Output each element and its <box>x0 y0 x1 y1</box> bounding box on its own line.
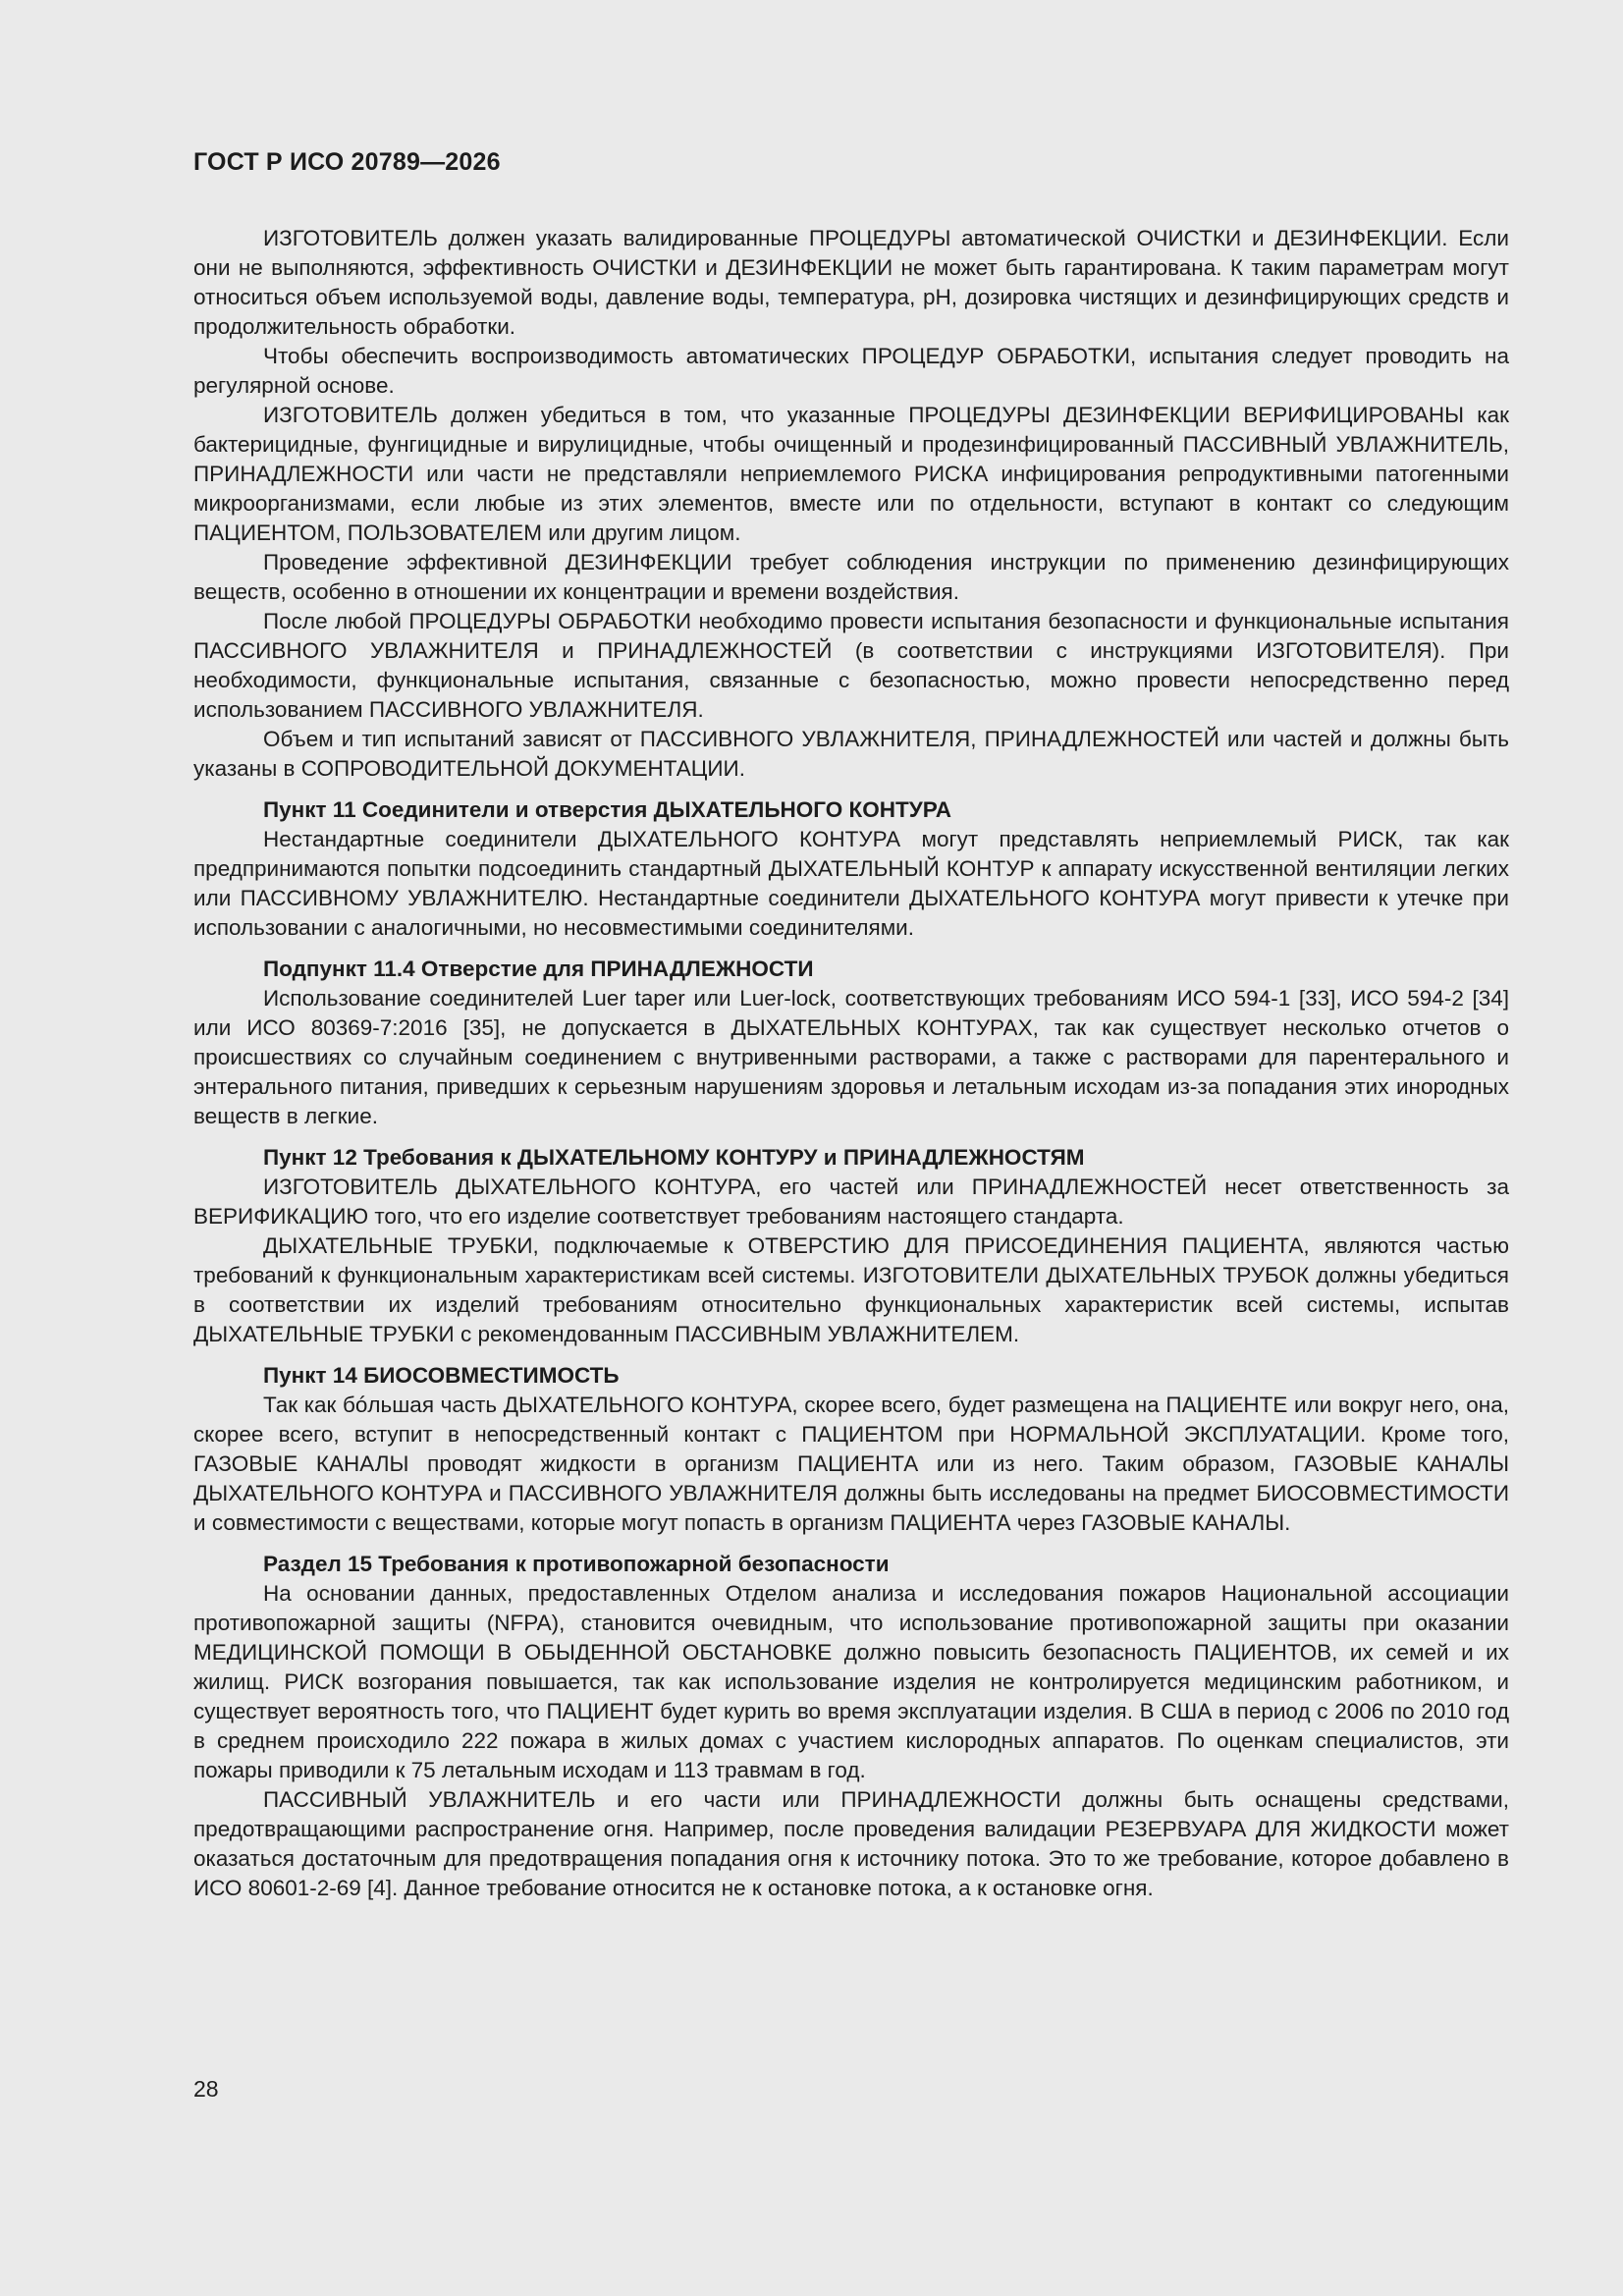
page-number: 28 <box>193 2076 219 2102</box>
section-heading-clause-14: Пункт 14 БИОСОВМЕСТИМОСТЬ <box>263 1363 620 1388</box>
section-heading-clause-12: Пункт 12 Требования к ДЫХАТЕЛЬНОМУ КОНТУРУ и ПРИНАДЛЕЖНОСТЯМ <box>263 1145 1085 1170</box>
section-heading-clause-11: Пункт 11 Соединители и отверстия ДЫХАТЕЛЬНОГО КОНТУРА <box>263 797 951 822</box>
document-body <box>193 224 1509 1903</box>
section-heading-section-15: Раздел 15 Требования к противопожарной безопасности <box>263 1552 890 1576</box>
paragraph: ИЗГОТОВИТЕЛЬ должен убедиться в том, что указанные ПРОЦЕДУРЫ ДЕЗИНФЕКЦИИ ВЕРИФИЦИРОВАНЫ как бактерицидные, фунгицидные и вирулицидные, чтобы очищенный и продезинфицированный ПАССИВНЫЙ УВЛАЖНИТЕЛЬ, ПРИНАДЛЕЖНОСТИ или части не представляли неприемлемого РИСКА инфицирования репродуктивными патогенными микроорганизмами, если любые из этих элементов, вместе или по отдельности, вступают в контакт со следующим ПАЦИЕНТОМ, ПОЛЬЗОВАТЕЛЕМ или другим лицом. <box>193 403 1509 545</box>
paragraph: ПАССИВНЫЙ УВЛАЖНИТЕЛЬ и его части или ПРИНАДЛЕЖНОСТИ должны быть оснащены средствами, предотвращающими распространение огня. Например, после проведения валидации РЕЗЕРВУАРА ДЛЯ ЖИДКОСТИ может оказаться достаточным для предотвращения попадания огня к источнику потока. Это то же требование, которое добавлено в ИСО 80601-2-69 [4]. Данное требование относится не к остановке потока, а к остановке огня. <box>193 1787 1509 1900</box>
section-heading-subclause-11-4: Подпункт 11.4 Отверстие для ПРИНАДЛЕЖНОСТИ <box>263 957 814 981</box>
paragraph: Проведение эффективной ДЕЗИНФЕКЦИИ требует соблюдения инструкции по применению дезинфицирующих веществ, особенно в отношении их концентрации и времени воздействия. <box>193 550 1509 604</box>
paragraph: ИЗГОТОВИТЕЛЬ ДЫХАТЕЛЬНОГО КОНТУРА, его частей или ПРИНАДЛЕЖНОСТЕЙ несет ответственность за ВЕРИФИКАЦИЮ того, что его изделие соответствует требованиям настоящего стандарта. <box>193 1175 1509 1229</box>
paragraph: На основании данных, предоставленных Отделом анализа и исследования пожаров Национальной ассоциации противопожарной защиты (NFPA), становится очевидным, что использование противопожарной защиты при оказании МЕДИЦИНСКОЙ ПОМОЩИ В ОБЫДЕННОЙ ОБСТАНОВКЕ должно повысить безопасность ПАЦИЕНТОВ, их семей и их жилищ. РИСК возгорания повышается, так как использование изделия не контролируется медицинским работником, и существует вероятность того, что ПАЦИЕНТ будет курить во время эксплуатации изделия. В США в период с 2006 по 2010 год в среднем происходило 222 пожара в жилых домах с участием кислородных аппаратов. По оценкам специалистов, эти пожары приводили к 75 летальным исходам и 113 травмам в год. <box>193 1581 1509 1782</box>
paragraph: Чтобы обеспечить воспроизводимость автоматических ПРОЦЕДУР ОБРАБОТКИ, испытания следует проводить на регулярной основе. <box>193 344 1509 398</box>
paragraph: ИЗГОТОВИТЕЛЬ должен указать валидированные ПРОЦЕДУРЫ автоматической ОЧИСТКИ и ДЕЗИНФЕКЦИИ. Если они не выполняются, эффективность ОЧИСТКИ и ДЕЗИНФЕКЦИИ не может быть гарантирована. К таким параметрам могут относиться объем используемой воды, давление воды, температура, pH, дозировка чистящих и дезинфицирующих средств и продолжительность обработки. <box>193 226 1509 339</box>
paragraph: Объем и тип испытаний зависят от ПАССИВНОГО УВЛАЖНИТЕЛЯ, ПРИНАДЛЕЖНОСТЕЙ или частей и должны быть указаны в СОПРОВОДИТЕЛЬНОЙ ДОКУМЕНТАЦИИ. <box>193 727 1509 781</box>
paragraph: Так как бóльшая часть ДЫХАТЕЛЬНОГО КОНТУРА, скорее всего, будет размещена на ПАЦИЕНТЕ или вокруг него, она, скорее всего, вступит в непосредственный контакт с ПАЦИЕНТОМ при НОРМАЛЬНОЙ ЭКСПЛУАТАЦИИ. Кроме того, ГАЗОВЫЕ КАНАЛЫ проводят жидкости в организм ПАЦИЕНТА или из него. Таким образом, ГАЗОВЫЕ КАНАЛЫ ДЫХАТЕЛЬНОГО КОНТУРА и ПАССИВНОГО УВЛАЖНИТЕЛЯ должны быть исследованы на предмет БИОСОВМЕСТИМОСТИ и совместимости с веществами, которые могут попасть в организм ПАЦИЕНТА через ГАЗОВЫЕ КАНАЛЫ. <box>193 1393 1509 1535</box>
paragraph: Использование соединителей Luer taper или Luer-lock, соответствующих требованиям ИСО 594-1 [33], ИСО 594-2 [34] или ИСО 80369-7:2016 [35], не допускается в ДЫХАТЕЛЬНЫХ КОНТУРАХ, так как существует несколько отчетов о происшествиях со случайным соединением с внутривенными растворами, а также с растворами для парентерального и энтерального питания, приведших к серьезным нарушениям здоровья и летальным исходам из-за попадания этих инородных веществ в легкие. <box>193 986 1509 1128</box>
paragraph: Нестандартные соединители ДЫХАТЕЛЬНОГО КОНТУРА могут представлять неприемлемый РИСК, так как предпринимаются попытки подсоединить стандартный ДЫХАТЕЛЬНЫЙ КОНТУР к аппарату искусственной вентиляции легких или ПАССИВНОМУ УВЛАЖНИТЕЛЮ. Нестандартные соединители ДЫХАТЕЛЬНОГО КОНТУРА могут привести к утечке при использовании с аналогичными, но несовместимыми соединителями. <box>193 827 1509 940</box>
document-header-title: ГОСТ Р ИСО 20789—2026 <box>193 148 501 176</box>
paragraph: ДЫХАТЕЛЬНЫЕ ТРУБКИ, подключаемые к ОТВЕРСТИЮ ДЛЯ ПРИСОЕДИНЕНИЯ ПАЦИЕНТА, являются частью требований к функциональным характеристикам всей системы. ИЗГОТОВИТЕЛИ ДЫХАТЕЛЬНЫХ ТРУБОК должны убедиться в соответствии их изделий требованиям относительно функциональных характеристик всей системы, испытав ДЫХАТЕЛЬНЫЕ ТРУБКИ с рекомендованным ПАССИВНЫМ УВЛАЖНИТЕЛЕМ. <box>193 1233 1509 1346</box>
paragraph: После любой ПРОЦЕДУРЫ ОБРАБОТКИ необходимо провести испытания безопасности и функциональные испытания ПАССИВНОГО УВЛАЖНИТЕЛЯ и ПРИНАДЛЕЖНОСТЕЙ (в соответствии с инструкциями ИЗГОТОВИТЕЛЯ). При необходимости, функциональные испытания, связанные с безопасностью, можно провести непосредственно перед использованием ПАССИВНОГО УВЛАЖНИТЕЛЯ. <box>193 609 1509 722</box>
